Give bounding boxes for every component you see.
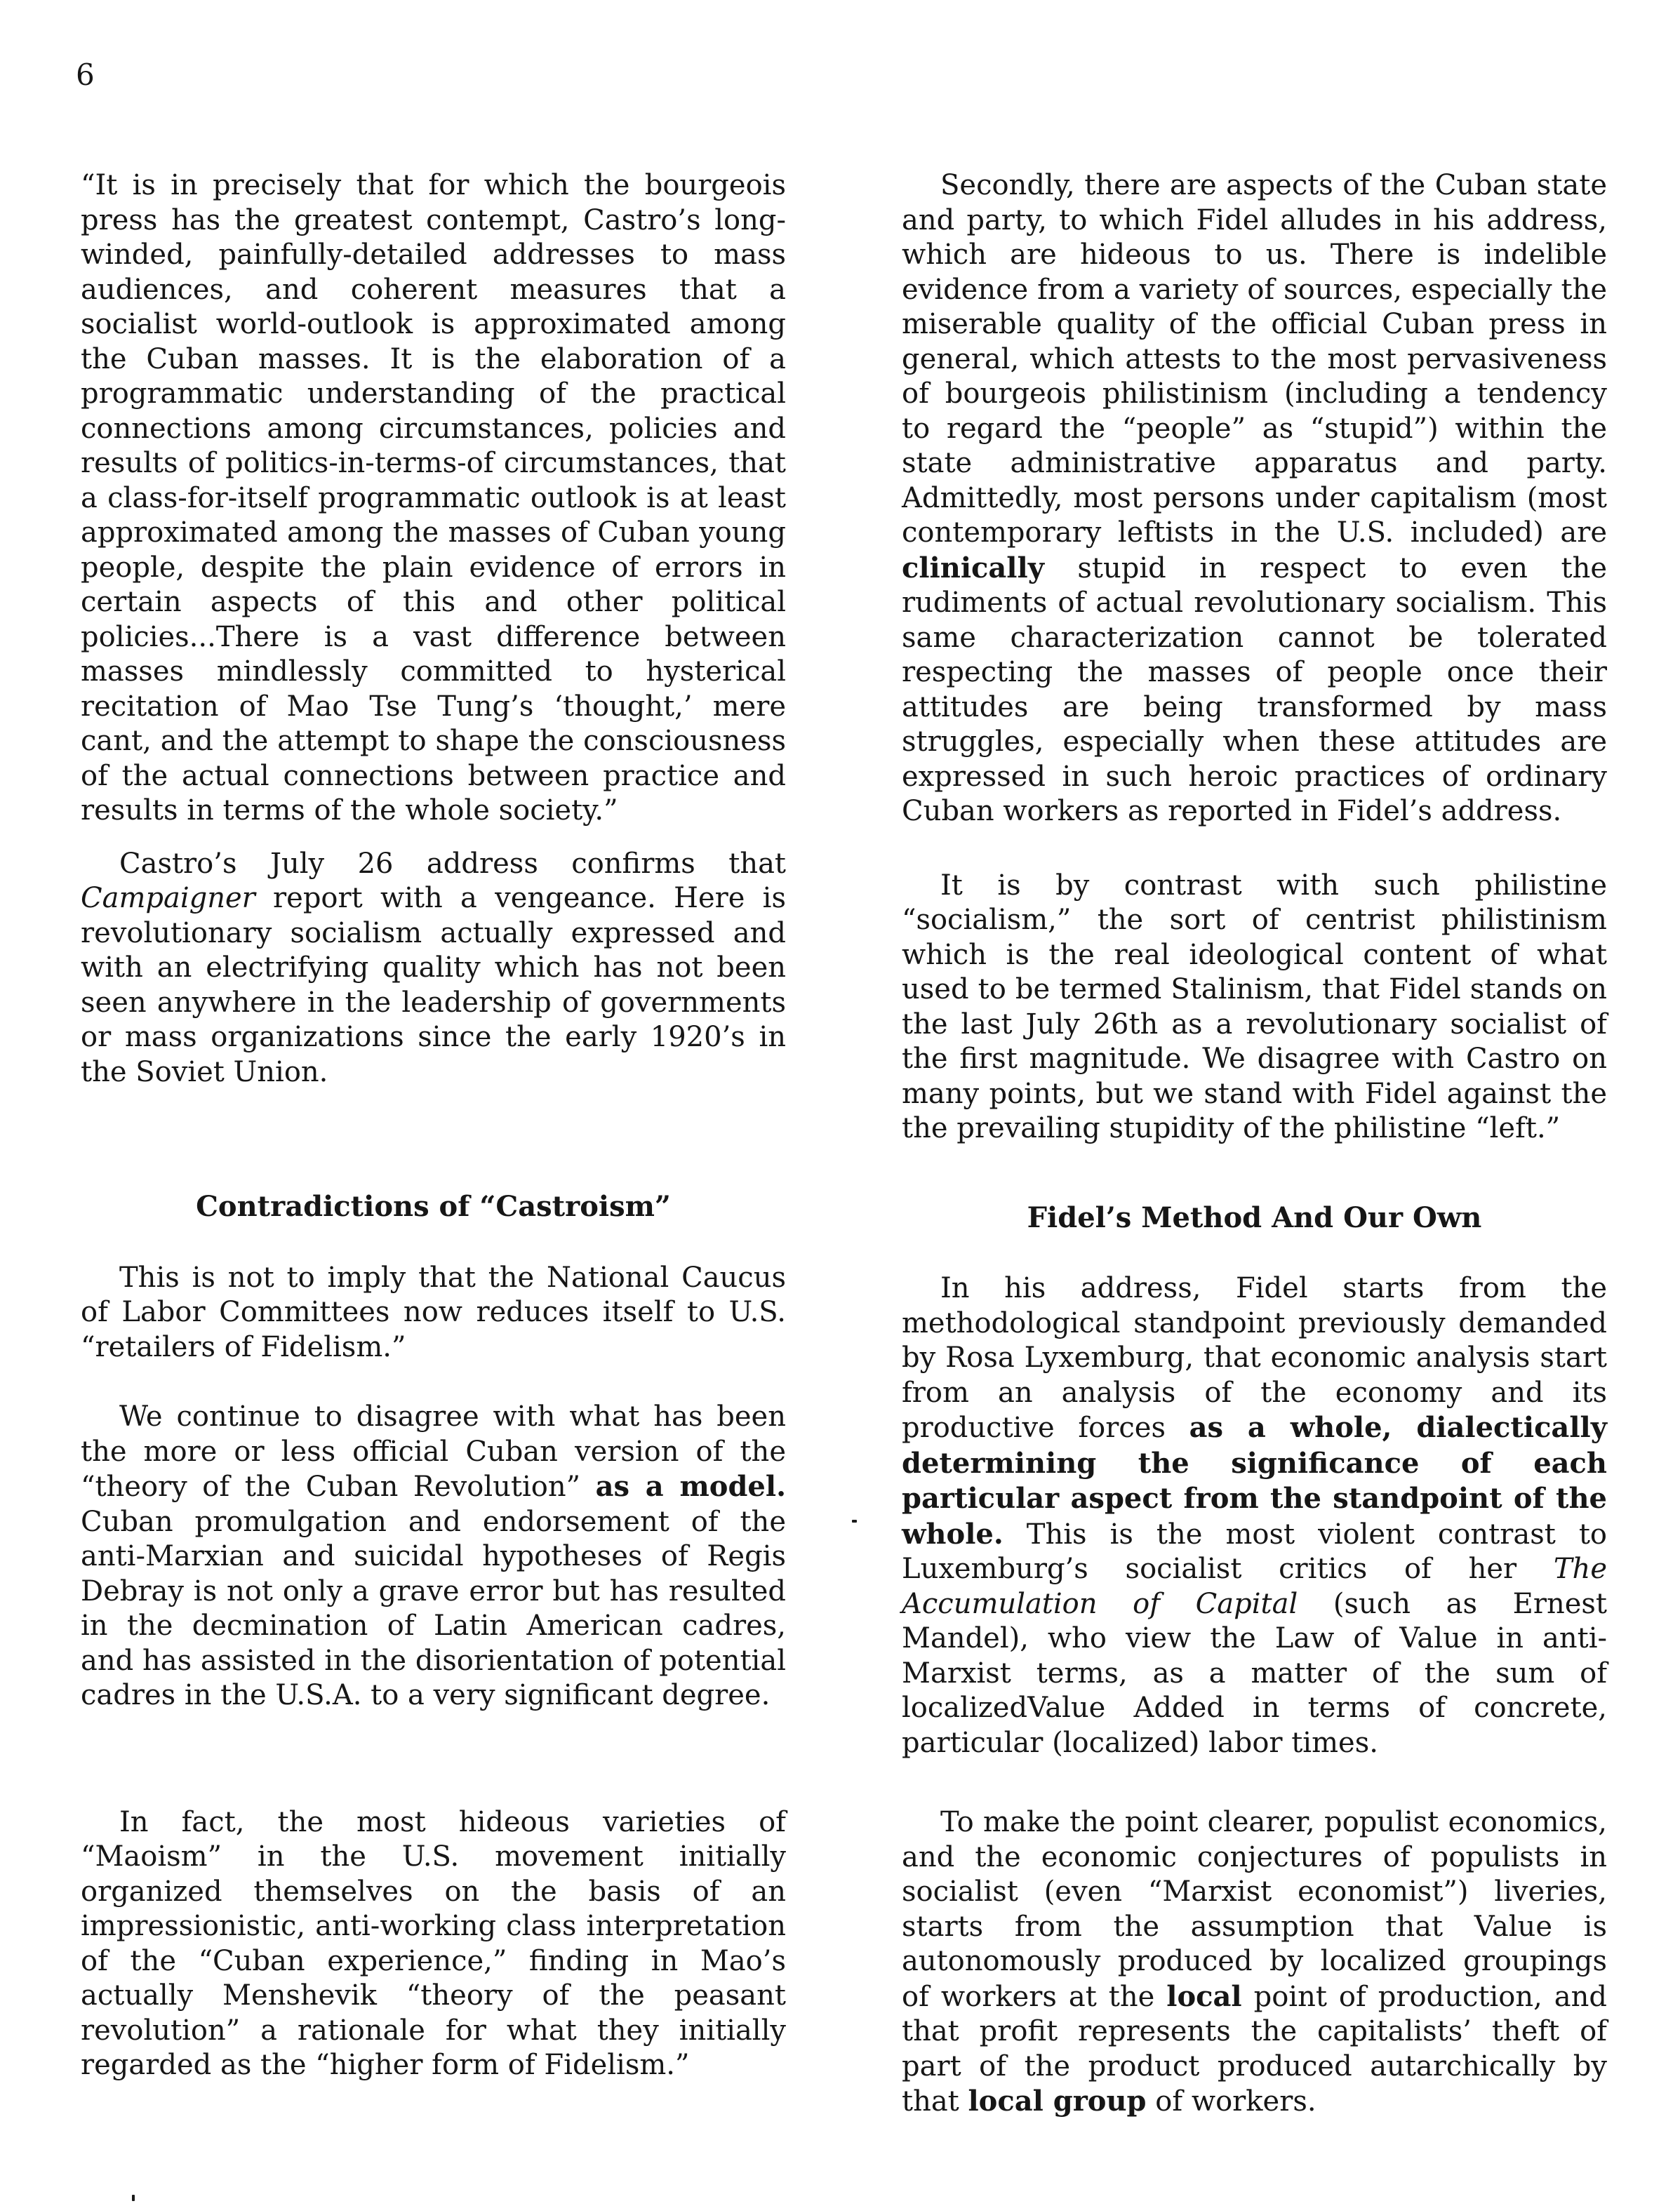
paragraph: [81, 1805, 786, 2083]
body-text: point of production, and that profit represents the capitalists’ theft of part of the product produced autarchically by that: [902, 1980, 1607, 2118]
scan-speck: [852, 1520, 857, 1523]
italic-text: The Accumulation of Capital: [902, 1553, 1607, 1620]
body-text: of workers.: [1146, 2085, 1316, 2118]
body-text: Castro’s July 26 address confirms that: [119, 847, 786, 880]
body-text: Contradictions of “Castroism”: [196, 1190, 671, 1223]
paragraph: [902, 869, 1607, 1147]
section-heading: [902, 1201, 1607, 1236]
body-text: We continue to disagree with what has been the more or less official Cuban version of the “theory of the Cuban Revolution”: [81, 1401, 786, 1503]
body-text: (such as Ernest Mandel), who view the Law of Value in anti-Marxist terms, as a matter of the sum of localizedValue Added in terms of concrete, particular (localized) labor times.: [902, 1587, 1607, 1759]
bold-text: as a model.: [595, 1470, 787, 1503]
scan-speck: [132, 2195, 135, 2201]
page-number: 6: [76, 58, 95, 92]
paragraph: [81, 1261, 786, 1365]
paragraph: [81, 847, 786, 1090]
body-text: It is by contrast with such philistine “socialism,” the sort of centrist philistinism which is the real ideological content of what used to be termed Stalinism, that Fidel stands on the last July 26th as a revolutionary socialist of the first magnitude. We disagree with Castro on many points, but we stand with Fidel against the the prevailing stupidity of the philistine “left.”: [902, 869, 1607, 1144]
body-text: This is the most violent contrast to Luxemburg’s socialist critics of her: [902, 1518, 1607, 1585]
body-text: Secondly, there are aspects of the Cuban state and party, to which Fidel alludes in his address, which are hideous to us. There is indelible evidence from a variety of sources, especially the miserable quality of the official Cuban press in general, which attests to the most pervasiveness of bourgeois philistinism (including a tendency to regard the “people” as “stupid”) within the state administrative apparatus and party. Admittedly, most persons under capitalism (most contemporary leftists in the U.S. included) are: [902, 169, 1607, 549]
body-text: stupid in respect to even the rudiments of actual revolutionary socialism. This same characterization cannot be tolerated respecting the masses of people once their attitudes are being transformed by mass struggles, especially when these attitudes are expressed in such heroic practices of ordinary Cuban workers as reported in Fidel’s address.: [902, 552, 1607, 827]
body-text: This is not to imply that the National Caucus of Labor Committees now reduces itself to U.S. “retailers of Fidelism.”: [81, 1261, 786, 1363]
paragraph: [902, 1271, 1607, 1760]
column-left: [81, 168, 786, 2083]
body-text: report with a vengeance. Here is revolutionary socialism actually expressed and with an electrifying quality which has not been seen anywhere in the leadership of governments or mass organizations since the early 1920’s in the Soviet Union.: [81, 882, 786, 1088]
body-text: Fidel’s Method And Our Own: [1027, 1201, 1482, 1234]
paragraph: [902, 168, 1607, 829]
column-right: [902, 168, 1607, 2120]
body-text: In fact, the most hideous varieties of “Maoism” in the U.S. movement initially organized themselves on the basis of an impressionistic, anti-working class interpretation of the “Cuban experience,” finding in Mao’s actually Menshevik “theory of the peasant revolution” a rationale for what they initially regarded as the “higher form of Fidelism.”: [81, 1805, 786, 2081]
body-text: “It is in precisely that for which the bourgeois press has the greatest contempt, Castro’s long-winded, painfully-detailed addresses to mass audiences, and coherent measures that a socialist world-outlook is approximated among the Cuban masses. It is the elaboration of a programmatic understanding of the practical connections among circumstances, policies and results of politics-in-terms-of circumstances, that a class-for-itself programmatic outlook is at least approximated among the masses of Cuban young people, despite the plain evidence of errors in certain aspects of this and other political policies...There is a vast difference between masses mindlessly committed to hysterical recitation of Mao Tse Tung’s ‘thought,’ mere cant, and the attempt to shape the consciousness of the actual connections between practice and results in terms of the whole society.”: [81, 169, 786, 827]
italic-text: Campaigner: [81, 882, 255, 914]
paragraph: [81, 1400, 786, 1713]
body-text: Cuban promulgation and endorsement of the anti-Marxian and suicidal hypotheses of Regis Debray is not only a grave error but has resulted in the decmination of Latin American cadres, and has assisted in the disorientation of potential cadres in the U.S.A. to a very significant degree.: [81, 1505, 786, 1711]
section-heading: [81, 1189, 786, 1224]
paragraph: [902, 1805, 1607, 2120]
paragraph: [81, 168, 786, 829]
body-text: In his address, Fidel starts from the methodological standpoint previously demanded by Rosa Lyxemburg, that economic analysis start from an analysis of the economy and its productive forces: [902, 1272, 1607, 1444]
bold-text: local: [1166, 1979, 1242, 2013]
bold-text: as a whole, dialectically determining the significance of each particular aspect from the standpoint of the whole.: [902, 1411, 1607, 1551]
bold-text: clinically: [902, 551, 1044, 584]
body-text: To make the point clearer, populist economics, and the economic conjectures of populists in socialist (even “Marxist economist”) liveries, starts from the assumption that Value is autonomously produced by localized groupings of workers at the: [902, 1806, 1607, 2013]
bold-text: local group: [968, 2085, 1147, 2118]
